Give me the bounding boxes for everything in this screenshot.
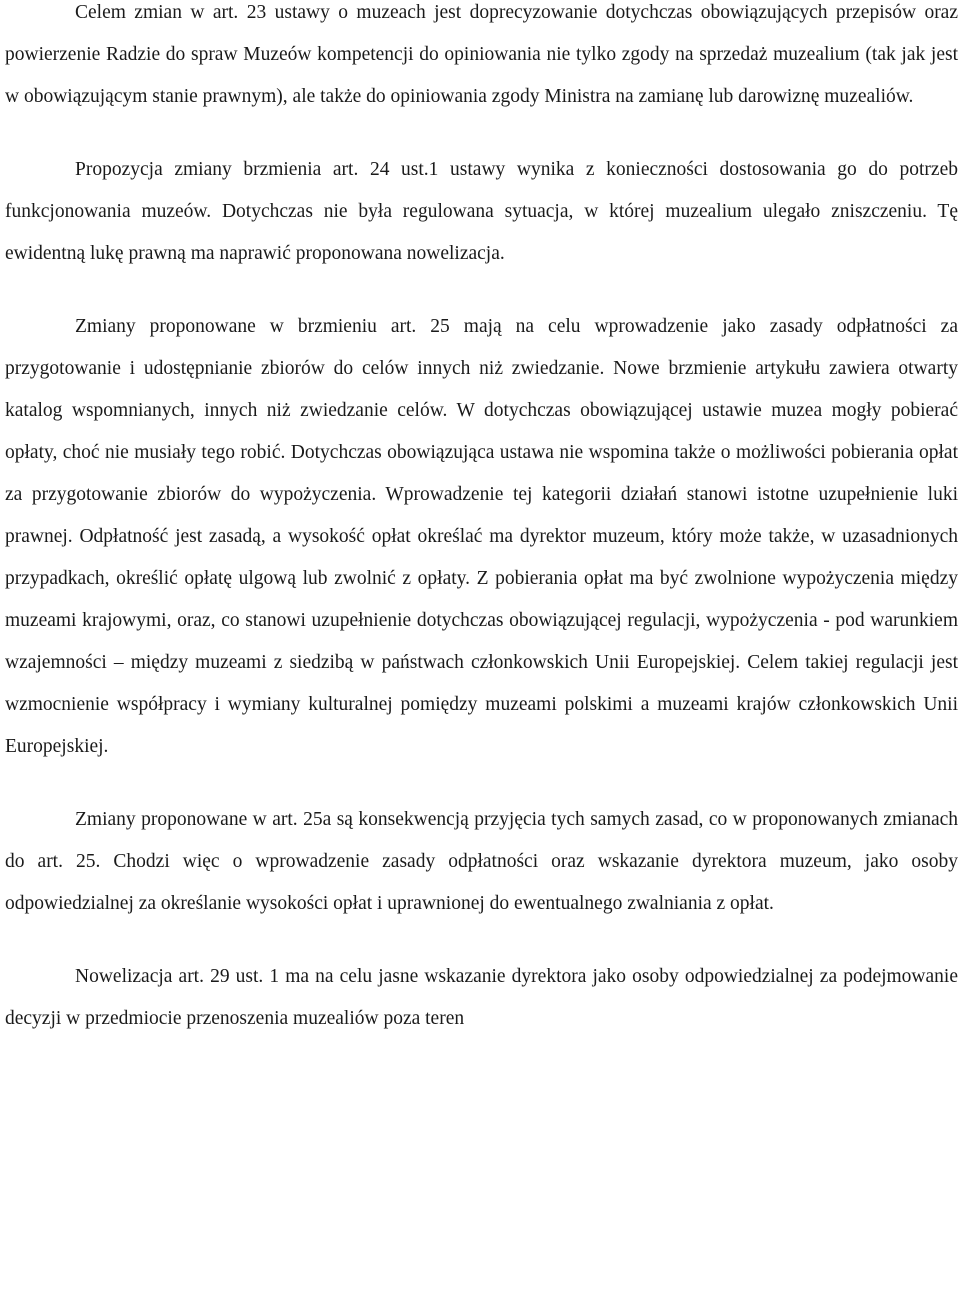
paragraph-art-25a: Zmiany proponowane w art. 25a są konsekwencją przyjęcia tych samych zasad, co w proponowanych zmianach do art. 25. Chodzi więc o wprowadzenie zasady odpłatności oraz wskazanie dyrektora muzeum, jako osoby odpowiedzialnej za określanie wysokości opłat i uprawnionej do ewentualnego zwalniania z opłat. [5, 809, 958, 914]
paragraph-gap [5, 275, 958, 306]
paragraph-art-23: Celem zmian w art. 23 ustawy o muzeach jest doprecyzowanie dotychczas obowiązujących przepisów oraz powierzenie Radzie do spraw Muzeów kompetencji do opiniowania nie tylko zgody na sprzedaż muzealium (tak jak jest w obowiązującym stanie prawnym), ale także do opiniowania zgody Ministra na zamianę lub darowiznę muzealiów. [5, 2, 958, 107]
paragraph-gap [5, 925, 958, 956]
document-page [5, 0, 958, 1040]
paragraph-art-25: Zmiany proponowane w brzmieniu art. 25 mają na celu wprowadzenie jako zasady odpłatności za przygotowanie i udostępnianie zbiorów do celów innych niż zwiedzanie. Nowe brzmienie artykułu zawiera otwarty katalog wspomnianych, innych niż zwiedzanie celów. W dotychczas obowiązującej ustawie muzea mogły pobierać opłaty, choć nie musiały tego robić. Dotychczas obowiązująca ustawa nie wspomina także o możliwości pobierania opłat za przygotowanie zbiorów do wypożyczenia. Wprowadzenie tej kategorii działań stanowi istotne uzupełnienie luki prawnej. Odpłatność jest zasadą, a wysokość opłat określać ma dyrektor muzeum, który może także, w uzasadnionych przypadkach, określić opłatę ulgową lub zwolnić z opłaty. Z pobierania opłat ma być zwolnione wypożyczenia między muzeami krajowymi, oraz, co stanowi uzupełnienie dotychczas obowiązującej regulacji, wypożyczenia - pod warunkiem wzajemności – między muzeami z siedzibą w państwach członkowskich Unii Europejskiej. Celem takiej regulacji jest wzmocnienie współpracy i wymiany kulturalnej pomiędzy muzeami polskimi a muzeami krajów członkowskich Unii Europejskiej. [5, 316, 958, 757]
paragraph-gap [5, 118, 958, 149]
paragraph-gap [5, 768, 958, 799]
paragraph-art-29: Nowelizacja art. 29 ust. 1 ma na celu jasne wskazanie dyrektora jako osoby odpowiedzialnej za podejmowanie decyzji w przedmiocie przenoszenia muzealiów poza teren [5, 966, 958, 1029]
paragraph-art-24: Propozycja zmiany brzmienia art. 24 ust.1 ustawy wynika z konieczności dostosowania go do potrzeb funkcjonowania muzeów. Dotychczas nie była regulowana sytuacja, w której muzealium ulegało zniszczeniu. Tę ewidentną lukę prawną ma naprawić proponowana nowelizacja. [5, 159, 958, 264]
